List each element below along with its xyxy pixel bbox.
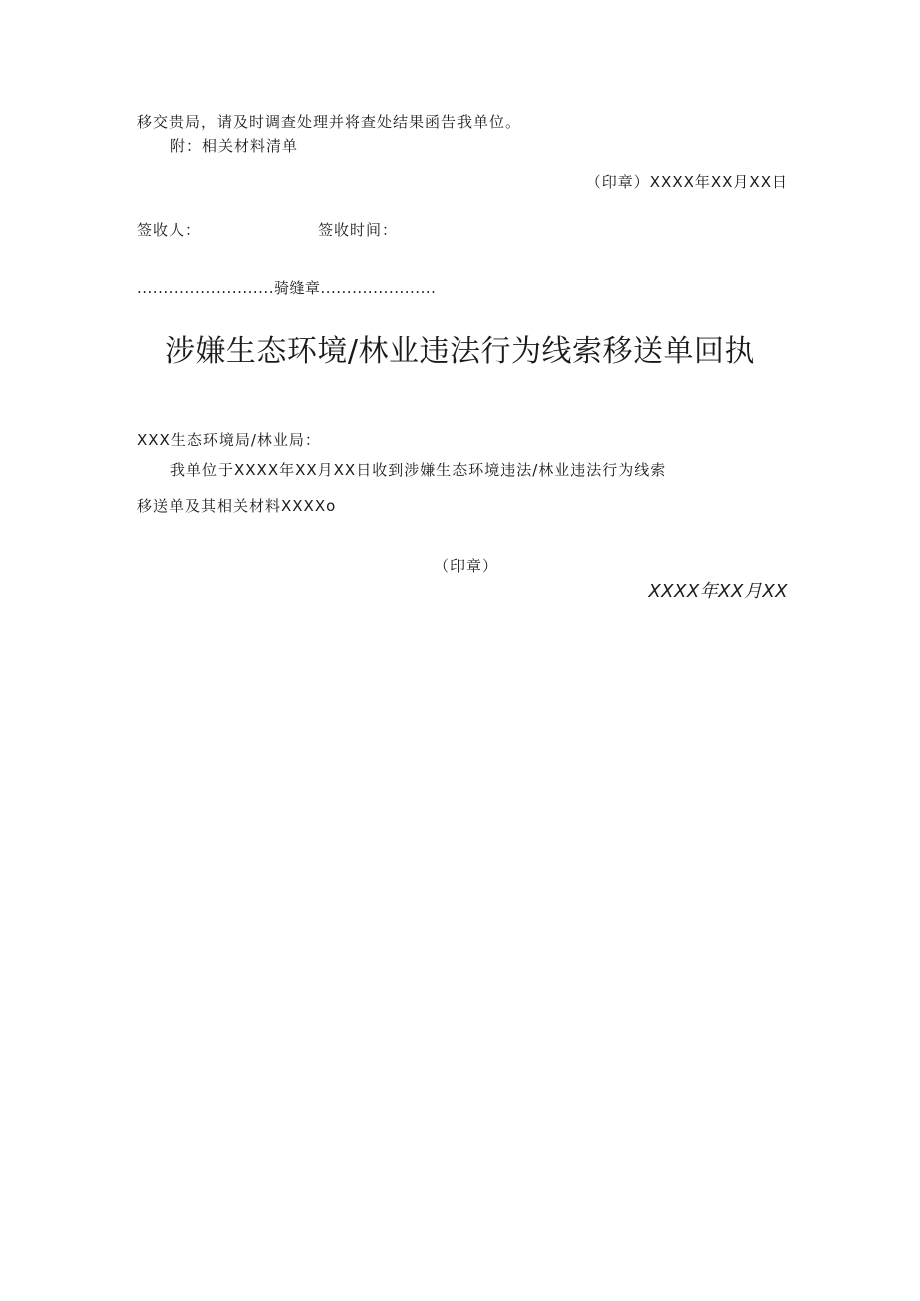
receipt-seal: （印章） — [434, 557, 499, 575]
receipt-body-line-2: 移送单及其相关材料XXXXo — [137, 497, 337, 515]
continuation-text: 移交贵局，请及时调查处理并将查处结果函告我单位。 — [137, 113, 522, 131]
sign-time-label: 签收时间： — [318, 221, 399, 239]
attachment-line: 附：相关材料清单 — [170, 137, 299, 155]
receipt-date: XXXX年XX月XX — [648, 581, 788, 602]
signer-label: 签收人： — [137, 221, 202, 239]
receipt-body-line-1: 我单位于XXXX年XX月XX日收到涉嫌生态环境违法/林业违法行为线索 — [170, 461, 667, 479]
addressee: XXX生态环境局/林业局： — [137, 431, 321, 449]
seal-date-line: （印章）XXXX年XX月XX日 — [585, 173, 788, 191]
receipt-title: 涉嫌生态环境/林业违法行为线索移送单回执 — [164, 334, 756, 369]
perforation-seal-line: ..........................骑缝章...................... — [137, 279, 437, 297]
